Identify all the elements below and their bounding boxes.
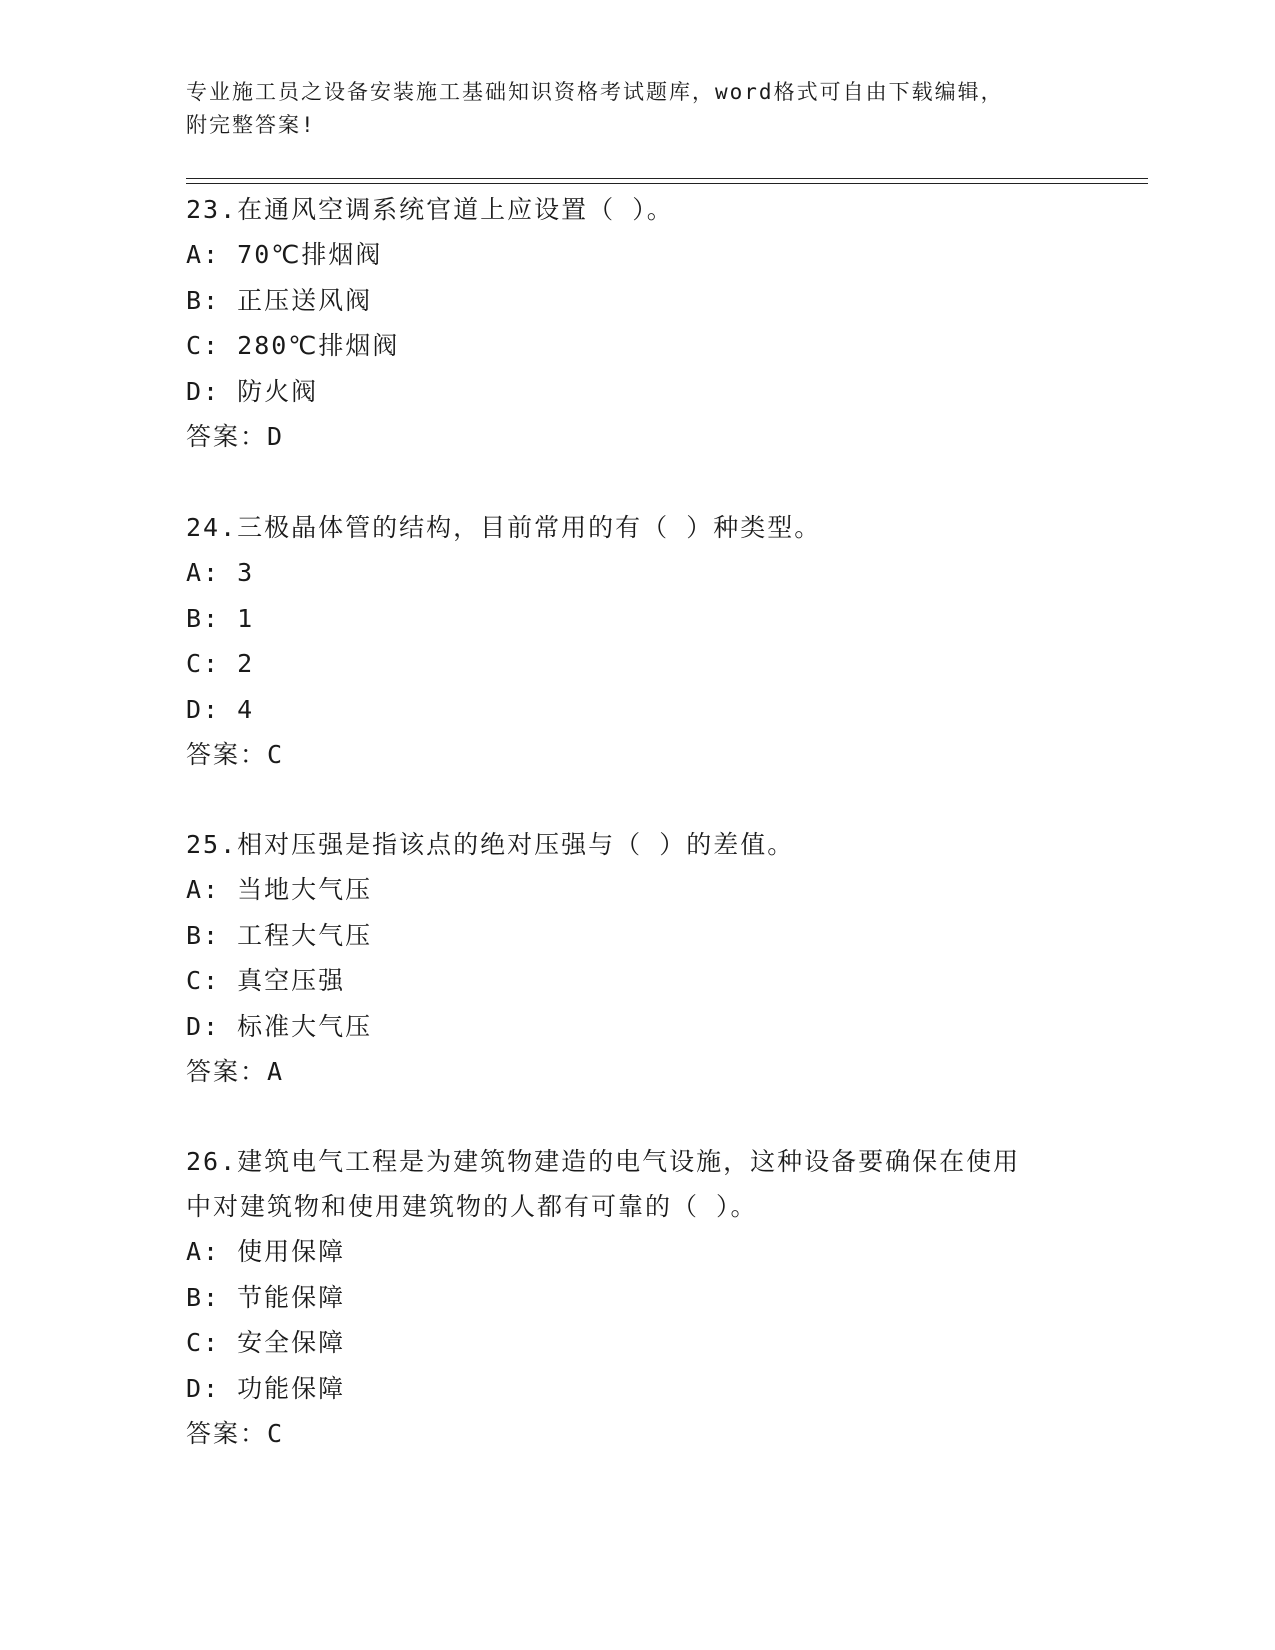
answer-line (186, 732, 1136, 777)
option-d: D: 标准大气压 (186, 1011, 373, 1041)
option-d: D: 4 (186, 694, 255, 724)
answer-value: D (267, 422, 285, 451)
answer-label: 答案： (186, 1057, 268, 1086)
question-stem: 23.在通风空调系统官道上应设置（ ）。 (186, 195, 674, 224)
answer-label: 答案： (186, 422, 268, 451)
header-line-2: 附完整答案! (186, 113, 316, 137)
option-b: B: 节能保障 (186, 1282, 346, 1312)
option-d: D: 防火阀 (186, 376, 319, 406)
answer-line (186, 1411, 1136, 1456)
option-a: A: 当地大气压 (186, 875, 373, 904)
question-stem: 24.三极晶体管的结构，目前常用的有（ ）种类型。 (186, 513, 822, 542)
answer-line (186, 414, 1136, 459)
option-c: C: 280℃排烟阀 (186, 331, 400, 360)
option-a: A: 3 (186, 558, 255, 587)
answer-label: 答案： (186, 1419, 268, 1448)
option-b: B: 正压送风阀 (186, 285, 373, 315)
document-header (186, 76, 1086, 142)
header-line-1: 专业施工员之设备安装施工基础知识资格考试题库，word格式可自由下载编辑， (186, 80, 1004, 104)
question-stem-line-1: 26.建筑电气工程是为建筑物建造的电气设施，这种设备要确保在使用 (186, 1147, 1021, 1176)
header-divider-top (186, 178, 1148, 179)
question-23 (186, 187, 1136, 459)
question-stem-line-2: 中对建筑物和使用建筑物的人都有可靠的（ ）。 (186, 1192, 758, 1221)
question-24 (186, 505, 1136, 777)
option-a: A: 70℃排烟阀 (186, 240, 383, 269)
question-25 (186, 822, 1136, 1094)
option-c: C: 真空压强 (186, 966, 346, 995)
option-a: A: 使用保障 (186, 1237, 346, 1266)
answer-label: 答案： (186, 740, 268, 769)
answer-value: C (267, 740, 285, 769)
option-c: C: 安全保障 (186, 1328, 346, 1357)
question-26 (186, 1139, 1136, 1456)
answer-line (186, 1049, 1136, 1094)
question-stem: 25.相对压强是指该点的绝对压强与（ ）的差值。 (186, 830, 795, 859)
header-divider-bottom (186, 183, 1148, 184)
answer-value: C (267, 1419, 285, 1448)
option-b: B: 工程大气压 (186, 920, 373, 950)
option-b: B: 1 (186, 603, 255, 633)
option-d: D: 功能保障 (186, 1373, 346, 1403)
option-c: C: 2 (186, 649, 255, 678)
answer-value: A (267, 1057, 285, 1086)
